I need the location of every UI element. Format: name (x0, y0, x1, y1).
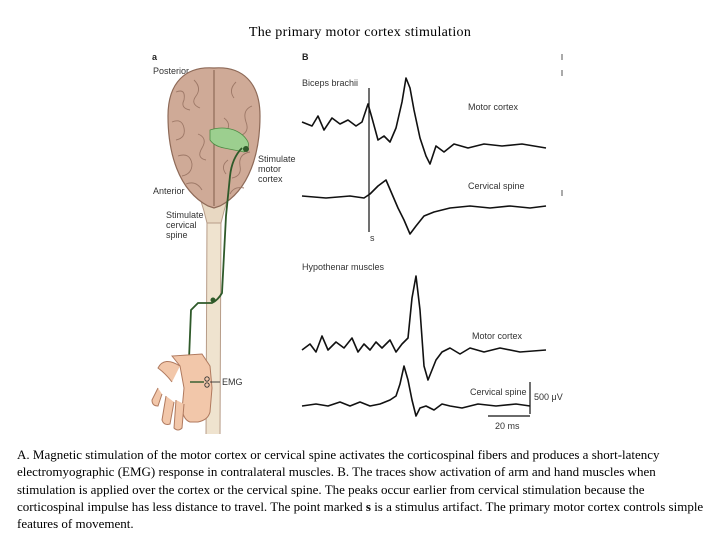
caption-bold-s: s (365, 498, 371, 514)
motor-cortex-label-1: Motor cortex (468, 102, 519, 112)
figure-svg (150, 48, 570, 434)
emg-label: EMG (222, 377, 243, 387)
stim-motor-cortex-label: Stimulate motor cortex (258, 154, 296, 184)
caption-text: A. Magnetic stimulation of the motor cortex or cervical spine activates the corticospinal fibers and produces a short-latency electromyographic (EMG) response in contralateral muscles. B. The traces show activation of arm and hand muscles when stimulation is applied over the cortex or the cervical spine. The peaks occur earlier from cervical stimulation because the corticospinal impulse has less distance to travel. The point marked (17, 447, 660, 514)
voltage-scale-label: 500 μV (534, 392, 563, 402)
trace-hypothenar-motor-cortex (302, 276, 546, 380)
motor-cortex-label-2: Motor cortex (472, 331, 523, 341)
biceps-label: Biceps brachii (302, 78, 359, 88)
figure-caption (17, 446, 707, 532)
stimulus-marker: s (370, 233, 375, 243)
hypothenar-label: Hypothenar muscles (302, 262, 385, 272)
cervical-spine-label-2: Cervical spine (470, 387, 527, 397)
figure (150, 48, 570, 434)
anterior-label: Anterior (153, 186, 185, 196)
panel-a-letter: a (152, 52, 158, 62)
cervical-spine-label-1: Cervical spine (468, 181, 525, 191)
spine-stimulus-point (211, 298, 216, 303)
posterior-label: Posterior (153, 66, 190, 76)
caption-text-end: is a stimulus artifact. The primary motor cortex controls simple features of movement. (17, 498, 704, 532)
cortex-stimulus-point (243, 146, 249, 152)
stim-cervical-spine-label: Stimulate cervical spine (166, 210, 204, 240)
time-scale-label: 20 ms (495, 421, 520, 431)
trace-biceps-motor-cortex (302, 78, 546, 164)
hand-illustration (152, 354, 212, 430)
panel-b-letter: B (302, 52, 309, 62)
page-title: The primary motor cortex stimulation (248, 25, 472, 40)
